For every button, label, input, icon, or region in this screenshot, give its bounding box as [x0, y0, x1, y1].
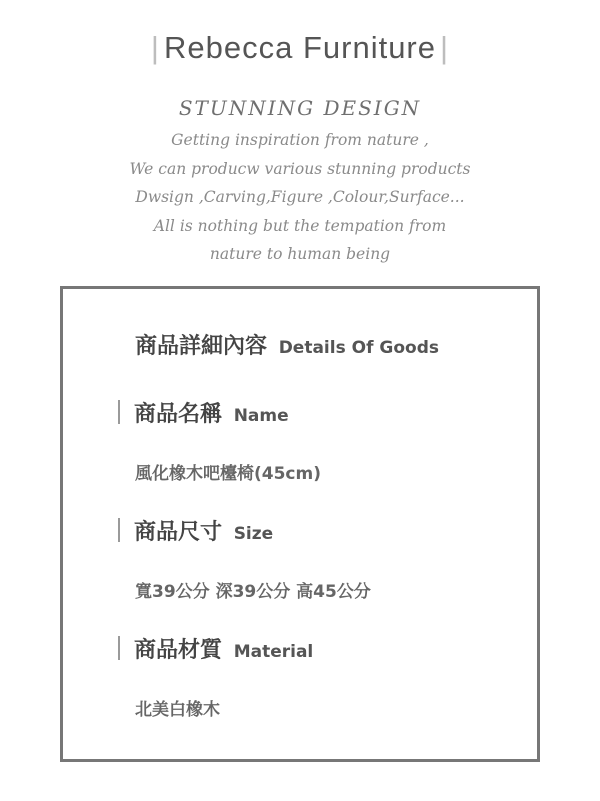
- section-title-zh: 商品名稱: [134, 402, 223, 427]
- section-title-zh: 商品尺寸: [134, 520, 223, 545]
- section-title-zh: 商品材質: [134, 638, 223, 663]
- section-title-en: Name: [233, 406, 289, 426]
- poem-line: Getting inspiration from nature ,: [171, 131, 429, 149]
- brand-left-bar: |: [150, 30, 160, 65]
- details-heading: [135, 329, 439, 360]
- section-marker: [118, 518, 120, 542]
- poem-line: We can producw various stunning products: [129, 159, 471, 178]
- section-title-en: Material: [233, 642, 314, 662]
- tagline: STUNNING DESIGN: [178, 96, 422, 120]
- section-marker: [118, 636, 120, 660]
- poem-line: All is nothing but the tempation from: [153, 216, 447, 235]
- details-heading-en: Details Of Goods: [278, 338, 439, 358]
- section-size-title: [118, 515, 273, 546]
- section-size-value: 寬39公分 深39公分 高45公分: [135, 582, 371, 602]
- section-material-value: 北美白橡木: [135, 700, 220, 720]
- brand-name: Rebecca Furniture: [163, 30, 436, 65]
- details-heading-zh: 商品詳細內容: [135, 334, 268, 359]
- poem-line: nature to human being: [209, 245, 391, 263]
- section-name-value: 風化橡木吧檯椅(45cm): [135, 464, 321, 484]
- section-material-title: [118, 633, 313, 664]
- details-panel: [60, 286, 540, 762]
- poem-line: Dwsign ,Carving,Figure ,Colour,Surface...: [135, 188, 465, 206]
- brand-right-bar: |: [440, 30, 450, 65]
- section-title-en: Size: [233, 524, 274, 544]
- section-name-title: [118, 397, 289, 428]
- poem: [0, 126, 600, 269]
- section-marker: [118, 400, 120, 424]
- brand-title: [0, 30, 600, 66]
